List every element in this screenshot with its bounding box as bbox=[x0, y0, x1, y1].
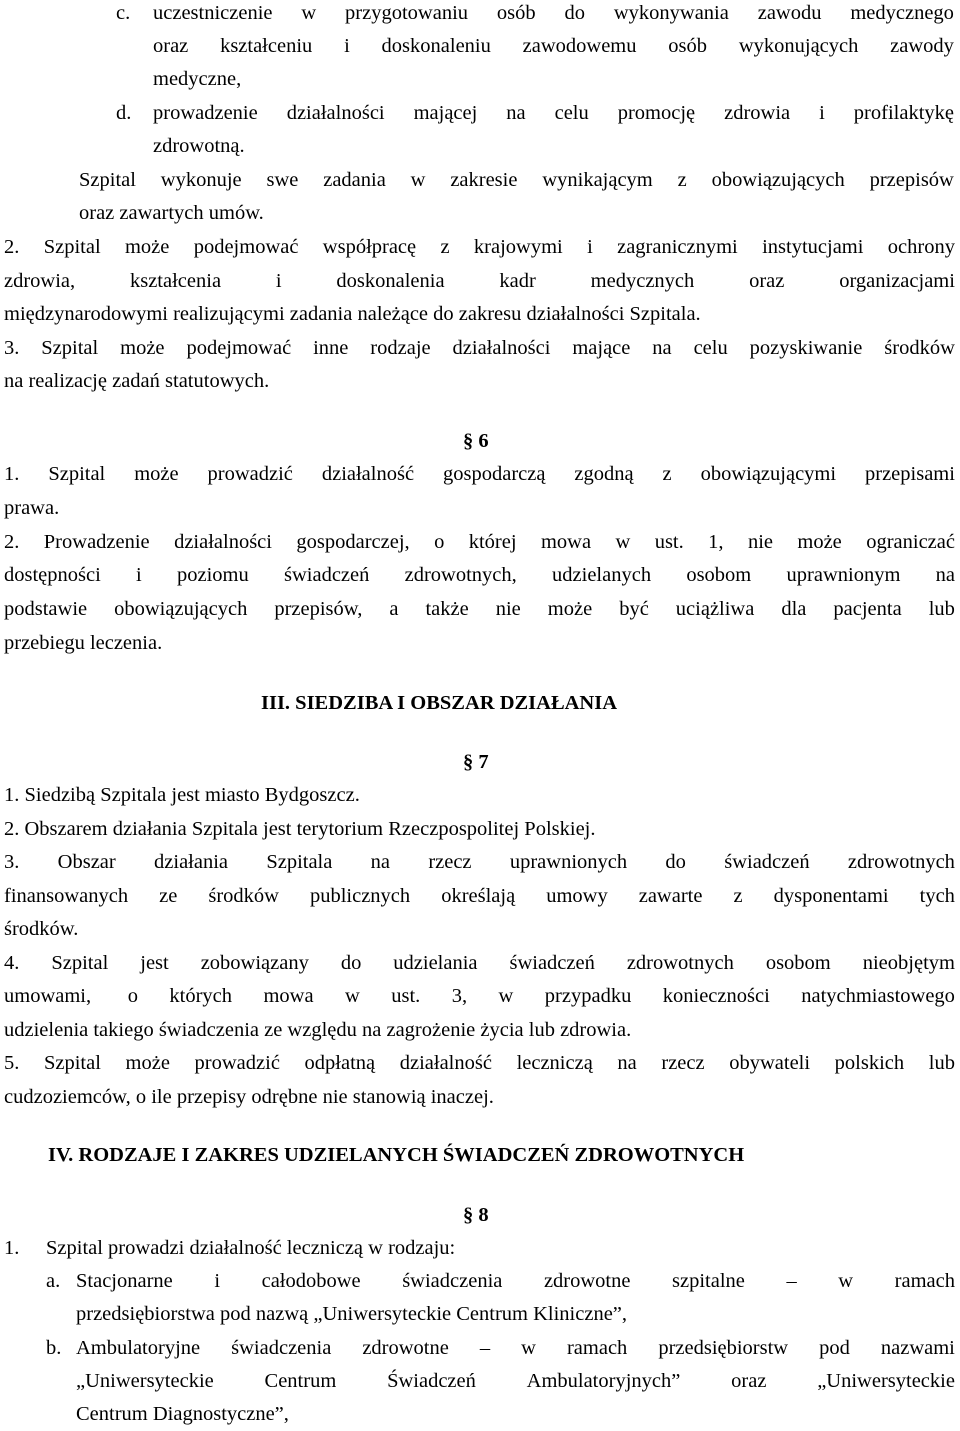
paragraph-6-2-line-2 bbox=[4, 558, 955, 592]
word: działalność bbox=[321, 463, 415, 485]
word: konieczności bbox=[662, 985, 770, 1007]
paragraph-5-2-line-1 bbox=[4, 230, 955, 264]
word: udzielania bbox=[393, 952, 478, 974]
word: mowa bbox=[540, 531, 592, 553]
list-marker-c: c. bbox=[116, 2, 131, 24]
word: medycznego bbox=[850, 2, 954, 24]
word: na bbox=[652, 337, 672, 359]
paragraph-5-3-line-1 bbox=[4, 331, 955, 365]
word: pacjenta bbox=[833, 598, 902, 620]
word: Obszar bbox=[57, 851, 116, 873]
word: udzielanych bbox=[552, 564, 652, 586]
word: podstawie bbox=[4, 598, 88, 620]
word: leczniczą bbox=[516, 1052, 593, 1074]
word: Szpital bbox=[51, 952, 109, 974]
word: zawarte bbox=[638, 885, 703, 907]
word: działania bbox=[154, 851, 229, 873]
word: w bbox=[410, 169, 426, 191]
word: medycznych bbox=[590, 270, 695, 292]
word: mowa bbox=[263, 985, 314, 1007]
list-c-line-1 bbox=[153, 0, 954, 30]
word: zdrowia bbox=[724, 102, 791, 124]
word: nieobjętym bbox=[862, 952, 955, 974]
word: zdrowia, bbox=[4, 270, 76, 292]
word: – bbox=[479, 1337, 491, 1359]
word: działalności bbox=[174, 531, 272, 553]
word: określają bbox=[441, 885, 516, 907]
word: na bbox=[617, 1052, 637, 1074]
word: być bbox=[619, 598, 649, 620]
word: instytucjami bbox=[762, 236, 864, 258]
word: ramach bbox=[566, 1337, 628, 1359]
word: świadczeń bbox=[509, 952, 595, 974]
word: profilaktykę bbox=[853, 102, 954, 124]
word: w bbox=[838, 1270, 854, 1292]
word: zdrowotnych, bbox=[404, 564, 517, 586]
word: osobom bbox=[765, 952, 831, 974]
word: przepisów bbox=[869, 169, 954, 191]
word: do bbox=[564, 2, 585, 24]
word: uciążliwa bbox=[675, 598, 755, 620]
word: zobowiązany bbox=[200, 952, 309, 974]
list-b-line-2 bbox=[76, 1364, 955, 1398]
word: których bbox=[169, 985, 232, 1007]
section-number-8: § 8 bbox=[463, 1204, 489, 1226]
word: kształceniu bbox=[220, 35, 313, 57]
word: dysponentami bbox=[773, 885, 889, 907]
word: 1. bbox=[4, 463, 20, 485]
word: – bbox=[786, 1270, 797, 1292]
word: podejmować bbox=[193, 236, 299, 258]
word: 2. bbox=[4, 236, 20, 258]
word: zgodną bbox=[574, 463, 634, 485]
word: oraz bbox=[731, 1370, 767, 1392]
word: z bbox=[677, 169, 687, 191]
word: Szpital bbox=[48, 463, 106, 485]
word: 3. bbox=[4, 337, 20, 359]
word: obywateli bbox=[729, 1052, 811, 1074]
word: 5. bbox=[4, 1052, 20, 1074]
word: na bbox=[506, 102, 526, 124]
paragraph-tail-line-1 bbox=[79, 163, 954, 197]
word: zdrowotne bbox=[543, 1270, 631, 1292]
word: obowiązujących bbox=[114, 598, 248, 620]
word: na bbox=[935, 564, 955, 586]
word: na bbox=[370, 851, 391, 873]
word: Szpital bbox=[41, 337, 99, 359]
list-c-line-3: medyczne, bbox=[153, 68, 242, 90]
word: i bbox=[214, 1270, 221, 1292]
list-a-line-2: przedsiębiorstwa pod nazwą „Uniwersyteckie Centrum Kliniczne”, bbox=[76, 1303, 628, 1325]
word: natychmiastowego bbox=[801, 985, 955, 1007]
word: Szpital bbox=[79, 169, 136, 191]
paragraph-6-2-line-3 bbox=[4, 592, 955, 626]
word: finansowanych bbox=[4, 885, 129, 907]
word: gospodarczą bbox=[443, 463, 546, 485]
word: może bbox=[797, 531, 842, 553]
word: prowadzić bbox=[194, 1052, 280, 1074]
word: oraz bbox=[749, 270, 785, 292]
word: może bbox=[120, 337, 165, 359]
paragraph-7-4-line-3: udzielenia takiego świadczenia ze względu na zagrożenie życia lub zdrowia. bbox=[4, 1019, 632, 1041]
paragraph-7-2: 2. Obszarem działania Szpitala jest terytorium Rzeczpospolitej Polskiej. bbox=[4, 818, 596, 840]
word: może bbox=[547, 598, 593, 620]
paragraph-7-4-line-2 bbox=[4, 979, 955, 1013]
word: ust. bbox=[654, 531, 684, 553]
word: inne bbox=[313, 337, 349, 359]
word: świadczeń bbox=[724, 851, 810, 873]
paragraph-7-4-line-1 bbox=[4, 946, 955, 980]
paragraph-5-3-line-2: na realizację zadań statutowych. bbox=[4, 370, 270, 392]
word: rzecz bbox=[428, 851, 472, 873]
word: przepisów, bbox=[274, 598, 363, 620]
word: ust. bbox=[391, 985, 421, 1007]
word: rodzaje bbox=[370, 337, 431, 359]
word: swe bbox=[266, 169, 299, 191]
word: Prowadzenie bbox=[43, 531, 150, 553]
list-a-line-1 bbox=[76, 1264, 955, 1298]
word: nie bbox=[747, 531, 773, 553]
section-number-6: § 6 bbox=[463, 430, 489, 452]
paragraph-5-2-line-3: międzynarodowymi realizującymi zadania należące do zakresu działalności Szpitala. bbox=[4, 303, 701, 325]
word: jest bbox=[140, 952, 169, 974]
word: zdrowotnych bbox=[626, 952, 734, 974]
chapter-heading-3: III. SIEDZIBA I OBSZAR DZIAŁANIA bbox=[261, 692, 618, 714]
word: krajowymi bbox=[473, 236, 563, 258]
word: działalność bbox=[399, 1052, 492, 1074]
word: szpitalne bbox=[672, 1270, 745, 1292]
list-marker-d: d. bbox=[116, 102, 132, 124]
word: gospodarczej, bbox=[296, 531, 410, 553]
word: świadczenia bbox=[402, 1270, 503, 1292]
word: obowiązujących bbox=[711, 169, 845, 191]
paragraph-8-1-text: Szpital prowadzi działalność leczniczą w rodzaju: bbox=[46, 1237, 456, 1259]
word: działalności bbox=[286, 102, 385, 124]
paragraph-7-5-line-1 bbox=[4, 1046, 955, 1080]
word: współpracę bbox=[322, 236, 417, 258]
word: której bbox=[468, 531, 517, 553]
word: Szpital bbox=[43, 236, 101, 258]
word: wykonywania bbox=[613, 2, 729, 24]
word: celu bbox=[693, 337, 728, 359]
word: „Uniwersyteckie bbox=[817, 1370, 955, 1392]
word: celu bbox=[554, 102, 589, 124]
word: podejmować bbox=[186, 337, 292, 359]
list-marker-a: a. bbox=[46, 1270, 61, 1292]
word: z bbox=[440, 236, 450, 258]
word: 3. bbox=[4, 851, 20, 873]
word: nie bbox=[495, 598, 521, 620]
word: ochrony bbox=[887, 236, 955, 258]
word: środków bbox=[208, 885, 279, 907]
word: lub bbox=[928, 598, 955, 620]
word: osobom bbox=[686, 564, 752, 586]
word: w bbox=[301, 2, 317, 24]
word: może bbox=[124, 236, 170, 258]
word: w bbox=[615, 531, 631, 553]
word: dostępności bbox=[4, 564, 101, 586]
word: umowami, bbox=[4, 985, 97, 1007]
word: zawodu bbox=[757, 2, 822, 24]
word: oraz bbox=[153, 35, 189, 57]
paragraph-6-2-line-4: przebiegu leczenia. bbox=[4, 632, 163, 654]
word: doskonalenia bbox=[336, 270, 445, 292]
word: nazwami bbox=[880, 1337, 955, 1359]
word: umowy bbox=[546, 885, 608, 907]
word: Ambulatoryjne bbox=[76, 1337, 201, 1359]
chapter-heading-4: IV. RODZAJE I ZAKRES UDZIELANYCH ŚWIADCZEŃ ZDROWOTNYCH bbox=[48, 1144, 745, 1166]
word: świadczeń bbox=[284, 564, 370, 586]
word: rzecz bbox=[661, 1052, 705, 1074]
word: prowadzić bbox=[207, 463, 293, 485]
word: 4. bbox=[4, 952, 20, 974]
word: tych bbox=[919, 885, 955, 907]
section-number-7: § 7 bbox=[463, 751, 489, 773]
word: do bbox=[665, 851, 686, 873]
word: Centrum bbox=[264, 1370, 337, 1392]
word: przepisami bbox=[865, 463, 955, 485]
word: zdrowotnych bbox=[847, 851, 955, 873]
word: całodobowe bbox=[261, 1270, 361, 1292]
list-marker-b: b. bbox=[46, 1337, 62, 1359]
paragraph-6-1-line-2: prawa. bbox=[4, 497, 60, 519]
word: zdrowotne bbox=[362, 1337, 449, 1359]
word: 2. bbox=[4, 531, 20, 553]
word: przygotowaniu bbox=[345, 2, 469, 24]
word: i bbox=[275, 270, 282, 292]
list-b-line-1 bbox=[76, 1331, 955, 1365]
paragraph-7-3-line-3: środków. bbox=[4, 918, 79, 940]
word: o bbox=[434, 531, 445, 553]
word: ramach bbox=[894, 1270, 955, 1292]
word: może bbox=[134, 463, 179, 485]
word: ze bbox=[159, 885, 178, 907]
paragraph-7-1: 1. Siedzibą Szpitala jest miasto Bydgoszcz. bbox=[4, 784, 360, 806]
word: dla bbox=[781, 598, 807, 620]
word: kadr bbox=[499, 270, 536, 292]
word: uczestniczenie bbox=[153, 2, 273, 24]
paragraph-7-5-line-2: cudzoziemców, o ile przepisy odrębne nie stanowią inaczej. bbox=[4, 1086, 494, 1108]
word: pozyskiwanie bbox=[749, 337, 863, 359]
word: zagranicznymi bbox=[617, 236, 738, 258]
word: zawody bbox=[890, 35, 954, 57]
word: i bbox=[136, 564, 142, 586]
word: zadania bbox=[323, 169, 386, 191]
word: w bbox=[498, 985, 514, 1007]
word: 1, bbox=[708, 531, 724, 553]
word: działalności bbox=[452, 337, 551, 359]
paragraph-6-1-line-1 bbox=[4, 457, 955, 491]
word: do bbox=[340, 952, 362, 974]
word: publicznych bbox=[309, 885, 411, 907]
word: obowiązującymi bbox=[700, 463, 837, 485]
list-b-line-3: Centrum Diagnostyczne”, bbox=[76, 1403, 289, 1425]
word: uprawnionych bbox=[509, 851, 628, 873]
word: osób bbox=[496, 2, 536, 24]
word: Świadczeń bbox=[387, 1370, 476, 1392]
list-c-line-2 bbox=[153, 29, 954, 63]
word: 3, bbox=[451, 985, 468, 1007]
word: środków bbox=[884, 337, 955, 359]
word: wynikającym bbox=[542, 169, 653, 191]
word: mające bbox=[572, 337, 631, 359]
word: zakresie bbox=[450, 169, 518, 191]
word: Szpitala bbox=[266, 851, 333, 873]
word: mającej bbox=[413, 102, 478, 124]
word: lub bbox=[928, 1052, 955, 1074]
word: organizacjami bbox=[839, 270, 955, 292]
word: z bbox=[662, 463, 672, 485]
word: promocję bbox=[617, 102, 696, 124]
word: Stacjonarne bbox=[76, 1270, 173, 1292]
word: w bbox=[521, 1337, 536, 1359]
word: prowadzenie bbox=[153, 102, 258, 124]
word: zawodowemu bbox=[522, 35, 637, 57]
word: poziomu bbox=[177, 564, 249, 586]
word: i bbox=[819, 102, 825, 124]
word: w bbox=[344, 985, 360, 1007]
paragraph-tail-line-2: oraz zawartych umów. bbox=[79, 202, 264, 224]
word: Ambulatoryjnych” bbox=[526, 1370, 681, 1392]
word: wykonuje bbox=[160, 169, 242, 191]
word: z bbox=[733, 885, 743, 907]
paragraph-6-2-line-1 bbox=[4, 525, 955, 559]
list-d-line-2: zdrowotną. bbox=[153, 135, 245, 157]
paragraph-7-3-line-1 bbox=[4, 845, 955, 879]
word: wykonujących bbox=[738, 35, 859, 57]
word: przedsiębiorstw bbox=[658, 1337, 789, 1359]
word: przypadku bbox=[544, 985, 632, 1007]
word: może bbox=[125, 1052, 170, 1074]
paragraph-5-2-line-2 bbox=[4, 264, 955, 298]
word: a bbox=[389, 598, 399, 620]
word: ograniczać bbox=[866, 531, 955, 553]
word: kształcenia bbox=[129, 270, 222, 292]
word: „Uniwersyteckie bbox=[76, 1370, 214, 1392]
paragraph-8-1-marker: 1. bbox=[4, 1237, 20, 1259]
word: osób bbox=[668, 35, 708, 57]
word: świadczenia bbox=[231, 1337, 332, 1359]
word: i bbox=[587, 236, 593, 258]
paragraph-7-3-line-2 bbox=[4, 879, 955, 913]
word: polskich bbox=[834, 1052, 905, 1074]
word: o bbox=[127, 985, 138, 1007]
word: pod bbox=[819, 1337, 850, 1359]
word: Szpital bbox=[43, 1052, 101, 1074]
word: także bbox=[425, 598, 469, 620]
list-d-line-1 bbox=[153, 96, 954, 130]
word: uprawnionym bbox=[786, 564, 901, 586]
word: odpłatną bbox=[304, 1052, 376, 1074]
word: doskonaleniu bbox=[381, 35, 491, 57]
word: i bbox=[344, 35, 350, 57]
